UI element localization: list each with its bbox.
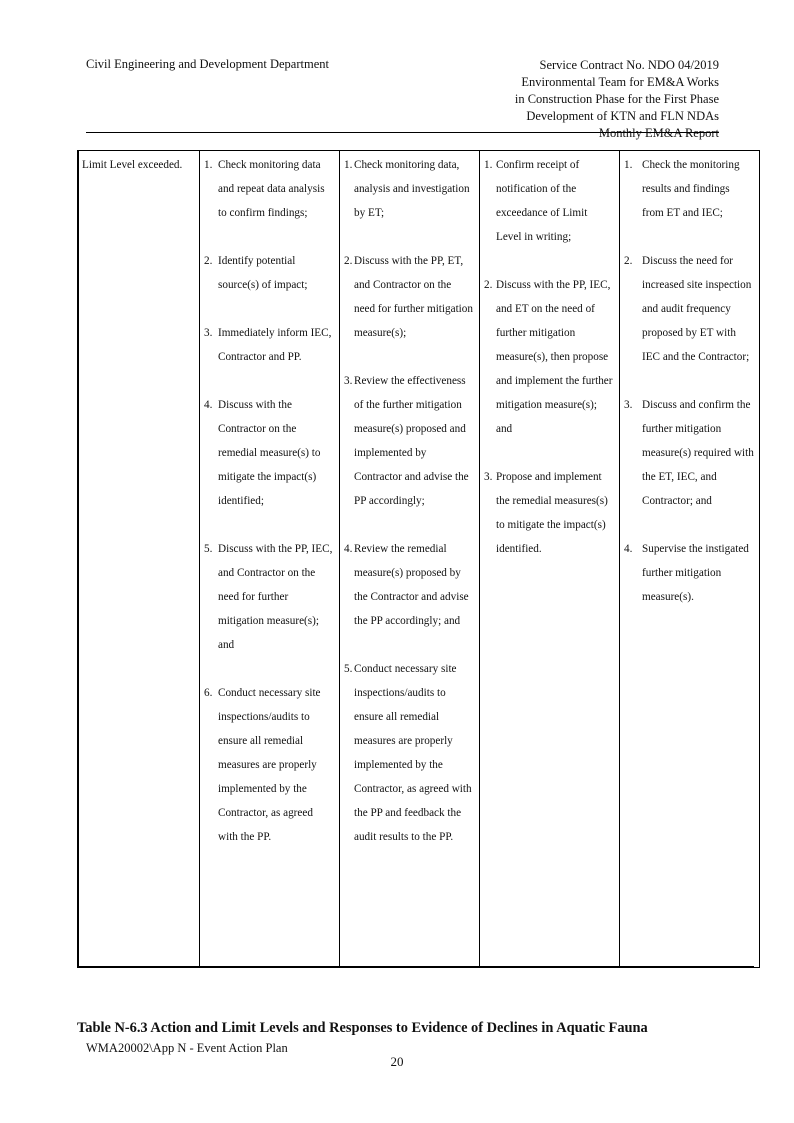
item-text: Propose and implement the remedial measures(s) to mitigate the impact(s) identified. <box>496 471 608 555</box>
item-number: 3. <box>344 375 353 387</box>
iec-action-cell <box>340 151 480 968</box>
table-left-border <box>77 150 79 968</box>
item-text: Review the effectiveness of the further mitigation measure(s) proposed and implemented by Contractor and advise the PP accordingly; <box>354 375 469 507</box>
header-department: Civil Engineering and Development Department <box>86 57 329 71</box>
item-number: 5. <box>204 543 213 555</box>
header-line: Monthly EM&A Report <box>598 126 719 140</box>
item-text: Discuss the need for increased site inspection and audit frequency proposed by ET with IEC and the Contractor; <box>642 255 752 363</box>
list-item <box>484 465 614 561</box>
header-line: Development of KTN and FLN NDAs <box>526 109 719 123</box>
list-item <box>204 393 334 513</box>
item-number: 4. <box>344 543 353 555</box>
et-action-cell <box>200 151 340 968</box>
item-text: Review the remedial measure(s) proposed by the Contractor and advise the PP accordingly; and <box>354 543 469 627</box>
item-number: 6. <box>204 687 213 699</box>
item-text: Immediately inform IEC, Contractor and PP. <box>218 327 332 363</box>
contractor-action-cell <box>480 151 620 968</box>
pp-action-cell <box>620 151 760 968</box>
item-number: 5. <box>344 663 353 675</box>
list-item <box>344 249 474 345</box>
list-item <box>624 249 754 369</box>
list-item <box>344 153 474 225</box>
item-text: Discuss and confirm the further mitigation measure(s) required with the ET, IEC, and Contractor; and <box>642 399 754 507</box>
item-text: Conduct necessary site inspections/audits to ensure all remedial measures are properly implemented by the Contractor, as agreed with the PP. <box>218 687 321 843</box>
item-number: 1. <box>344 159 353 171</box>
item-number: 3. <box>204 327 213 339</box>
list-item <box>204 321 334 369</box>
event-cell <box>78 151 200 968</box>
item-text: Discuss with the PP, IEC, and Contractor on the need for further mitigation measure(s); and <box>218 543 333 651</box>
table-bottom-border <box>77 966 754 968</box>
list-item <box>344 657 474 849</box>
footer-reference: WMA20002\App N - Event Action Plan <box>86 1041 288 1055</box>
header-line: in Construction Phase for the First Phase <box>514 92 719 106</box>
item-text: Supervise the instigated further mitigation measure(s). <box>642 543 749 603</box>
item-text: Discuss with the Contractor on the remedial measure(s) to mitigate the impact(s) identified; <box>218 399 321 507</box>
list-item <box>624 393 754 513</box>
item-number: 2. <box>204 255 213 267</box>
list-item <box>344 537 474 633</box>
item-number: 2. <box>344 255 353 267</box>
item-text: Discuss with the PP, IEC, and ET on the need of further mitigation measure(s), then propose and implement the further mitigation measure(s); and <box>496 279 613 435</box>
list-item <box>484 153 614 249</box>
item-number: 1. <box>624 159 633 171</box>
header-line: Service Contract No. NDO 04/2019 <box>539 58 719 72</box>
item-number: 3. <box>484 471 493 483</box>
list-item <box>484 273 614 441</box>
list-item <box>204 681 334 849</box>
event-action-table <box>77 150 760 968</box>
item-text: Confirm receipt of notification of the exceedance of Limit Level in writing; <box>496 159 588 243</box>
item-number: 2. <box>624 255 633 267</box>
item-text: Check monitoring data and repeat data analysis to confirm findings; <box>218 159 325 219</box>
item-text: Discuss with the PP, ET, and Contractor on the need for further mitigation measure(s); <box>354 255 473 339</box>
table-row <box>78 151 760 968</box>
list-item <box>624 153 754 225</box>
item-text: Conduct necessary site inspections/audits to ensure all remedial measures are properly implemented by the Contractor, as agreed with the PP and feedback the audit results to the PP. <box>354 663 472 843</box>
item-number: 2. <box>484 279 493 291</box>
event-label: Limit Level exceeded. <box>82 159 183 171</box>
item-number: 4. <box>624 543 633 555</box>
item-number: 4. <box>204 399 213 411</box>
page-number: 20 <box>390 1054 404 1069</box>
header-line: Environmental Team for EM&A Works <box>521 75 719 89</box>
table-caption: Table N-6.3 Action and Limit Levels and Responses to Evidence of Declines in Aquatic Fauna <box>77 1020 648 1036</box>
list-item <box>624 537 754 609</box>
item-number: 3. <box>624 399 633 411</box>
item-text: Check the monitoring results and findings from ET and IEC; <box>642 159 740 219</box>
list-item <box>204 153 334 225</box>
list-item <box>204 537 334 657</box>
item-text: Identify potential source(s) of impact; <box>218 255 308 291</box>
item-number: 1. <box>204 159 213 171</box>
list-item <box>204 249 334 297</box>
item-number: 1. <box>484 159 493 171</box>
item-text: Check monitoring data, analysis and investigation by ET; <box>354 159 470 219</box>
header-contract-info <box>515 57 719 142</box>
header-divider <box>86 132 719 133</box>
list-item <box>344 369 474 513</box>
